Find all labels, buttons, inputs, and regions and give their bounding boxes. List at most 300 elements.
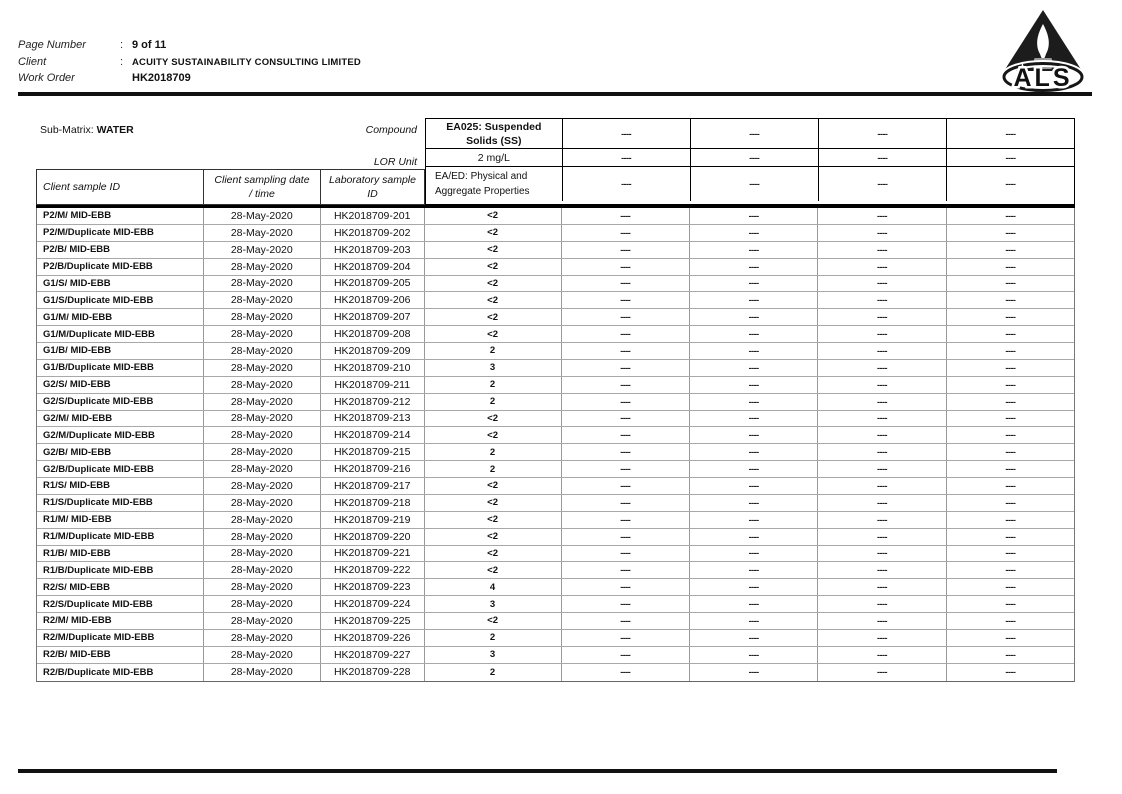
empty-result-dash: ---- [561, 242, 689, 258]
empty-result-dash: ---- [946, 411, 1074, 427]
empty-result-dash: ---- [946, 427, 1074, 443]
empty-result-dash: ---- [946, 377, 1074, 393]
sampling-date: 28-May-2020 [203, 562, 320, 578]
client-sample-id: R2/M/Duplicate MID-EBB [43, 632, 155, 644]
lor-dash: ---- [562, 149, 690, 166]
empty-result-dash: ---- [946, 478, 1074, 494]
report-meta [18, 39, 361, 89]
suspended-solids-value: 4 [424, 579, 561, 595]
empty-result-dash: ---- [946, 444, 1074, 460]
empty-result-dash: ---- [817, 596, 945, 612]
sub-matrix-value: WATER [96, 124, 134, 136]
empty-result-dash: ---- [689, 512, 817, 528]
table-row [37, 242, 1074, 259]
empty-result-dash: ---- [561, 411, 689, 427]
col-header-client-sample-id: Client sample ID [43, 181, 121, 193]
table-row [37, 377, 1074, 394]
client-sample-id: R2/B/ MID-EBB [43, 649, 111, 661]
empty-result-dash: ---- [689, 276, 817, 292]
lab-sample-id: HK2018709-227 [320, 647, 424, 663]
table-row [37, 546, 1074, 563]
empty-result-dash: ---- [689, 444, 817, 460]
empty-result-dash: ---- [689, 242, 817, 258]
lab-sample-id: HK2018709-228 [320, 664, 424, 681]
sampling-date: 28-May-2020 [203, 529, 320, 545]
client-sample-id: G1/S/Duplicate MID-EBB [43, 294, 154, 306]
suspended-solids-value: <2 [424, 613, 561, 629]
client-sample-id: G2/B/Duplicate MID-EBB [43, 463, 154, 475]
sampling-date: 28-May-2020 [203, 377, 320, 393]
empty-result-dash: ---- [561, 664, 689, 681]
empty-result-dash: ---- [561, 529, 689, 545]
empty-result-dash: ---- [689, 360, 817, 376]
empty-result-dash: ---- [817, 343, 945, 359]
suspended-solids-value: 2 [424, 377, 561, 393]
lab-sample-id: HK2018709-216 [320, 461, 424, 477]
page-number-label: Page Number [18, 39, 86, 51]
empty-result-dash: ---- [817, 292, 945, 308]
client-sample-id: G2/M/ MID-EBB [43, 412, 113, 424]
empty-result-dash: ---- [946, 394, 1074, 410]
empty-result-dash: ---- [817, 546, 945, 562]
empty-result-dash: ---- [817, 495, 945, 511]
sampling-date: 28-May-2020 [203, 495, 320, 511]
method-dash: ---- [690, 167, 818, 201]
client-sample-id: R1/M/ MID-EBB [43, 514, 112, 526]
suspended-solids-value: 2 [424, 394, 561, 410]
lor-dash: ---- [690, 149, 818, 166]
empty-result-dash: ---- [946, 242, 1074, 258]
empty-result-dash: ---- [817, 276, 945, 292]
empty-result-dash: ---- [946, 276, 1074, 292]
lab-sample-id: HK2018709-206 [320, 292, 424, 308]
table-row [37, 259, 1074, 276]
empty-result-dash: ---- [817, 444, 945, 460]
empty-result-dash: ---- [689, 529, 817, 545]
table-row [37, 664, 1074, 681]
empty-result-dash: ---- [689, 377, 817, 393]
work-order-label: Work Order [18, 72, 75, 84]
empty-result-dash: ---- [689, 427, 817, 443]
sampling-date: 28-May-2020 [203, 444, 320, 460]
compound-name: EA025: Suspended Solids (SS) [446, 120, 542, 147]
empty-result-dash: ---- [946, 309, 1074, 325]
table-row [37, 562, 1074, 579]
sampling-date: 28-May-2020 [203, 276, 320, 292]
empty-result-dash: ---- [946, 225, 1074, 241]
empty-result-dash: ---- [689, 596, 817, 612]
table-row [37, 461, 1074, 478]
lab-sample-id: HK2018709-213 [320, 411, 424, 427]
empty-result-dash: ---- [561, 579, 689, 595]
table-row [37, 309, 1074, 326]
client-sample-id: R1/S/Duplicate MID-EBB [43, 497, 153, 509]
empty-result-dash: ---- [817, 512, 945, 528]
lab-sample-id: HK2018709-202 [320, 225, 424, 241]
empty-result-dash: ---- [817, 478, 945, 494]
table-row [37, 343, 1074, 360]
suspended-solids-value: <2 [424, 309, 561, 325]
empty-result-dash: ---- [946, 664, 1074, 681]
empty-result-dash: ---- [689, 208, 817, 224]
suspended-solids-value: <2 [424, 242, 561, 258]
lor-unit-label: LOR Unit [373, 156, 417, 168]
client-sample-id: R1/M/Duplicate MID-EBB [43, 531, 155, 543]
empty-result-dash: ---- [689, 411, 817, 427]
suspended-solids-value: <2 [424, 478, 561, 494]
client-sample-id: P2/B/Duplicate MID-EBB [43, 261, 153, 273]
als-logo-icon [993, 8, 1093, 92]
empty-result-dash: ---- [561, 309, 689, 325]
empty-result-dash: ---- [946, 579, 1074, 595]
compound-dash: ---- [562, 119, 690, 148]
empty-result-dash: ---- [817, 225, 945, 241]
empty-result-dash: ---- [946, 529, 1074, 545]
lab-sample-id: HK2018709-208 [320, 326, 424, 342]
lor-unit-row [426, 149, 1074, 167]
lab-sample-id: HK2018709-205 [320, 276, 424, 292]
lab-sample-id: HK2018709-220 [320, 529, 424, 545]
table-row [37, 225, 1074, 242]
client-sample-id: G2/S/Duplicate MID-EBB [43, 396, 154, 408]
lab-sample-id: HK2018709-221 [320, 546, 424, 562]
client-sample-id: R2/B/Duplicate MID-EBB [43, 666, 154, 678]
lab-sample-id: HK2018709-201 [320, 208, 424, 224]
client-sample-id: G1/B/Duplicate MID-EBB [43, 362, 154, 374]
client-sample-id: R2/S/ MID-EBB [43, 581, 111, 593]
empty-result-dash: ---- [689, 394, 817, 410]
client-sample-id: P2/M/Duplicate MID-EBB [43, 227, 154, 239]
analyte-header-box [425, 118, 1075, 205]
table-row [37, 495, 1074, 512]
sub-matrix [40, 124, 134, 136]
client-sample-id: R1/B/Duplicate MID-EBB [43, 564, 154, 576]
footer-rule [18, 769, 1057, 773]
col-header-sampling-date [203, 170, 320, 204]
table-row [37, 630, 1074, 647]
client-sample-id: P2/B/ MID-EBB [43, 244, 111, 256]
lab-sample-id: HK2018709-218 [320, 495, 424, 511]
empty-result-dash: ---- [817, 259, 945, 275]
table-row [37, 647, 1074, 664]
table-row [37, 326, 1074, 343]
sub-matrix-label: Sub-Matrix: [40, 124, 94, 136]
lab-sample-id: HK2018709-222 [320, 562, 424, 578]
sampling-date: 28-May-2020 [203, 546, 320, 562]
lab-sample-id: HK2018709-225 [320, 613, 424, 629]
empty-result-dash: ---- [946, 613, 1074, 629]
empty-result-dash: ---- [817, 326, 945, 342]
sampling-date: 28-May-2020 [203, 394, 320, 410]
sampling-date: 28-May-2020 [203, 579, 320, 595]
lab-sample-id: HK2018709-204 [320, 259, 424, 275]
lab-sample-id: HK2018709-219 [320, 512, 424, 528]
empty-result-dash: ---- [561, 360, 689, 376]
empty-result-dash: ---- [561, 225, 689, 241]
lab-sample-id: HK2018709-217 [320, 478, 424, 494]
compound-row [426, 119, 1074, 149]
suspended-solids-value: <2 [424, 411, 561, 427]
empty-result-dash: ---- [946, 630, 1074, 646]
sampling-date: 28-May-2020 [203, 208, 320, 224]
suspended-solids-value: <2 [424, 276, 561, 292]
lab-sample-id: HK2018709-215 [320, 444, 424, 460]
sampling-date: 28-May-2020 [203, 630, 320, 646]
lab-sample-id: HK2018709-214 [320, 427, 424, 443]
table-row [37, 360, 1074, 377]
compound-dash: ---- [818, 119, 946, 148]
empty-result-dash: ---- [561, 478, 689, 494]
suspended-solids-value: <2 [424, 529, 561, 545]
suspended-solids-value: <2 [424, 292, 561, 308]
empty-result-dash: ---- [689, 562, 817, 578]
empty-result-dash: ---- [689, 613, 817, 629]
empty-result-dash: ---- [946, 495, 1074, 511]
empty-result-dash: ---- [946, 259, 1074, 275]
table-row [37, 427, 1074, 444]
suspended-solids-value: 3 [424, 647, 561, 663]
suspended-solids-value: 3 [424, 360, 561, 376]
table-row [37, 411, 1074, 428]
empty-result-dash: ---- [561, 208, 689, 224]
method-dash: ---- [946, 167, 1074, 201]
sampling-date: 28-May-2020 [203, 259, 320, 275]
table-row [37, 596, 1074, 613]
lab-sample-id: HK2018709-203 [320, 242, 424, 258]
empty-result-dash: ---- [689, 309, 817, 325]
client-sample-id: G1/S/ MID-EBB [43, 277, 111, 289]
lab-sample-line2: ID [367, 188, 378, 200]
results-table [36, 118, 1075, 682]
sampling-date: 28-May-2020 [203, 427, 320, 443]
empty-result-dash: ---- [946, 208, 1074, 224]
empty-result-dash: ---- [817, 579, 945, 595]
empty-result-dash: ---- [689, 292, 817, 308]
suspended-solids-value: <2 [424, 259, 561, 275]
compound-dash: ---- [946, 119, 1074, 148]
table-header [36, 118, 1075, 205]
sampling-date-line1: Client sampling date [214, 174, 310, 186]
empty-result-dash: ---- [689, 579, 817, 595]
empty-result-dash: ---- [946, 461, 1074, 477]
table-row [37, 579, 1074, 596]
lor-value: 2 mg/L [477, 151, 510, 164]
empty-result-dash: ---- [561, 292, 689, 308]
sampling-date: 28-May-2020 [203, 225, 320, 241]
suspended-solids-value: <2 [424, 208, 561, 224]
empty-result-dash: ---- [689, 478, 817, 494]
empty-result-dash: ---- [689, 664, 817, 681]
sampling-date: 28-May-2020 [203, 292, 320, 308]
empty-result-dash: ---- [561, 546, 689, 562]
lab-sample-id: HK2018709-223 [320, 579, 424, 595]
work-order-value: HK2018709 [132, 72, 191, 84]
table-row [37, 292, 1074, 309]
suspended-solids-value: 2 [424, 444, 561, 460]
empty-result-dash: ---- [561, 394, 689, 410]
empty-result-dash: ---- [817, 427, 945, 443]
table-row [37, 613, 1074, 630]
table-row [37, 394, 1074, 411]
suspended-solids-value: 2 [424, 343, 561, 359]
suspended-solids-value: <2 [424, 512, 561, 528]
meta-row-client [18, 56, 361, 73]
compound-label: Compound [365, 124, 417, 136]
sampling-date: 28-May-2020 [203, 613, 320, 629]
sampling-date: 28-May-2020 [203, 596, 320, 612]
empty-result-dash: ---- [946, 647, 1074, 663]
lab-sample-id: HK2018709-211 [320, 377, 424, 393]
sampling-date: 28-May-2020 [203, 647, 320, 663]
lab-sample-id: HK2018709-212 [320, 394, 424, 410]
lab-sample-line1: Laboratory sample [329, 174, 416, 186]
empty-result-dash: ---- [817, 630, 945, 646]
suspended-solids-value: <2 [424, 427, 561, 443]
table-row [37, 208, 1074, 225]
table-row [37, 478, 1074, 495]
empty-result-dash: ---- [561, 259, 689, 275]
empty-result-dash: ---- [689, 461, 817, 477]
empty-result-dash: ---- [817, 309, 945, 325]
sampling-date-line2: / time [249, 188, 275, 200]
compound-dash: ---- [690, 119, 818, 148]
empty-result-dash: ---- [817, 529, 945, 545]
lab-sample-id: HK2018709-224 [320, 596, 424, 612]
client-sample-id: G2/M/Duplicate MID-EBB [43, 429, 155, 441]
client-sample-id: G2/S/ MID-EBB [43, 379, 111, 391]
suspended-solids-value: <2 [424, 495, 561, 511]
empty-result-dash: ---- [689, 259, 817, 275]
empty-result-dash: ---- [817, 411, 945, 427]
method-row [426, 167, 1074, 201]
empty-result-dash: ---- [561, 512, 689, 528]
empty-result-dash: ---- [561, 276, 689, 292]
empty-result-dash: ---- [561, 343, 689, 359]
client-sample-id: R1/B/ MID-EBB [43, 547, 111, 559]
empty-result-dash: ---- [817, 461, 945, 477]
col-header-lab-sample-id [320, 170, 424, 204]
lor-dash: ---- [818, 149, 946, 166]
client-sample-id: R1/S/ MID-EBB [43, 480, 111, 492]
empty-result-dash: ---- [561, 630, 689, 646]
client-sample-id: P2/M/ MID-EBB [43, 210, 112, 222]
lab-sample-id: HK2018709-210 [320, 360, 424, 376]
client-value: ACUITY SUSTAINABILITY CONSULTING LIMITED [132, 56, 361, 68]
empty-result-dash: ---- [561, 613, 689, 629]
empty-result-dash: ---- [946, 360, 1074, 376]
empty-result-dash: ---- [946, 512, 1074, 528]
lab-sample-id: HK2018709-207 [320, 309, 424, 325]
empty-result-dash: ---- [817, 394, 945, 410]
empty-result-dash: ---- [817, 360, 945, 376]
empty-result-dash: ---- [817, 664, 945, 681]
table-row [37, 512, 1074, 529]
empty-result-dash: ---- [561, 326, 689, 342]
meta-row-page-number [18, 39, 361, 56]
empty-result-dash: ---- [817, 562, 945, 578]
client-sample-id: G1/M/ MID-EBB [43, 311, 113, 323]
table-body [36, 208, 1075, 682]
sampling-date: 28-May-2020 [203, 478, 320, 494]
empty-result-dash: ---- [689, 630, 817, 646]
colon: : [120, 39, 124, 51]
suspended-solids-value: 2 [424, 630, 561, 646]
sampling-date: 28-May-2020 [203, 326, 320, 342]
table-row [37, 529, 1074, 546]
client-sample-id: G1/B/ MID-EBB [43, 345, 112, 357]
table-row [37, 444, 1074, 461]
empty-result-dash: ---- [946, 596, 1074, 612]
empty-result-dash: ---- [689, 495, 817, 511]
client-label: Client [18, 55, 47, 68]
suspended-solids-value: 2 [424, 664, 561, 681]
sampling-date: 28-May-2020 [203, 461, 320, 477]
method-dash: ---- [818, 167, 946, 201]
sampling-date: 28-May-2020 [203, 242, 320, 258]
empty-result-dash: ---- [689, 225, 817, 241]
table-row [37, 276, 1074, 293]
empty-result-dash: ---- [817, 208, 945, 224]
empty-result-dash: ---- [817, 613, 945, 629]
suspended-solids-value: <2 [424, 562, 561, 578]
sampling-date: 28-May-2020 [203, 664, 320, 681]
empty-result-dash: ---- [946, 343, 1074, 359]
empty-result-dash: ---- [561, 647, 689, 663]
header-left-zone [36, 118, 425, 205]
logo-text: ALS [1013, 64, 1073, 92]
client-sample-id: R2/M/ MID-EBB [43, 615, 112, 627]
column-headers [36, 169, 425, 205]
sampling-date: 28-May-2020 [203, 309, 320, 325]
empty-result-dash: ---- [561, 495, 689, 511]
sampling-date: 28-May-2020 [203, 360, 320, 376]
empty-result-dash: ---- [817, 377, 945, 393]
colon: : [120, 55, 124, 68]
empty-result-dash: ---- [689, 343, 817, 359]
empty-result-dash: ---- [817, 647, 945, 663]
lor-dash: ---- [946, 149, 1074, 166]
empty-result-dash: ---- [689, 647, 817, 663]
empty-result-dash: ---- [561, 444, 689, 460]
lab-sample-id: HK2018709-209 [320, 343, 424, 359]
client-sample-id: G2/B/ MID-EBB [43, 446, 112, 458]
method-group: EA/ED: Physical and Aggregate Properties [435, 171, 530, 197]
empty-result-dash: ---- [946, 562, 1074, 578]
sampling-date: 28-May-2020 [203, 512, 320, 528]
page-number-value: 9 of 11 [132, 39, 167, 51]
sampling-date: 28-May-2020 [203, 343, 320, 359]
empty-result-dash: ---- [561, 461, 689, 477]
empty-result-dash: ---- [689, 326, 817, 342]
empty-result-dash: ---- [561, 596, 689, 612]
header-rule [18, 92, 1092, 96]
method-dash: ---- [562, 167, 690, 201]
suspended-solids-value: <2 [424, 326, 561, 342]
sampling-date: 28-May-2020 [203, 411, 320, 427]
empty-result-dash: ---- [946, 546, 1074, 562]
empty-result-dash: ---- [946, 326, 1074, 342]
client-sample-id: G1/M/Duplicate MID-EBB [43, 328, 155, 340]
empty-result-dash: ---- [561, 427, 689, 443]
client-sample-id: R2/S/Duplicate MID-EBB [43, 598, 153, 610]
suspended-solids-value: <2 [424, 546, 561, 562]
suspended-solids-value: 3 [424, 596, 561, 612]
empty-result-dash: ---- [946, 292, 1074, 308]
empty-result-dash: ---- [561, 562, 689, 578]
empty-result-dash: ---- [561, 377, 689, 393]
meta-row-work-order [18, 72, 361, 89]
empty-result-dash: ---- [689, 546, 817, 562]
